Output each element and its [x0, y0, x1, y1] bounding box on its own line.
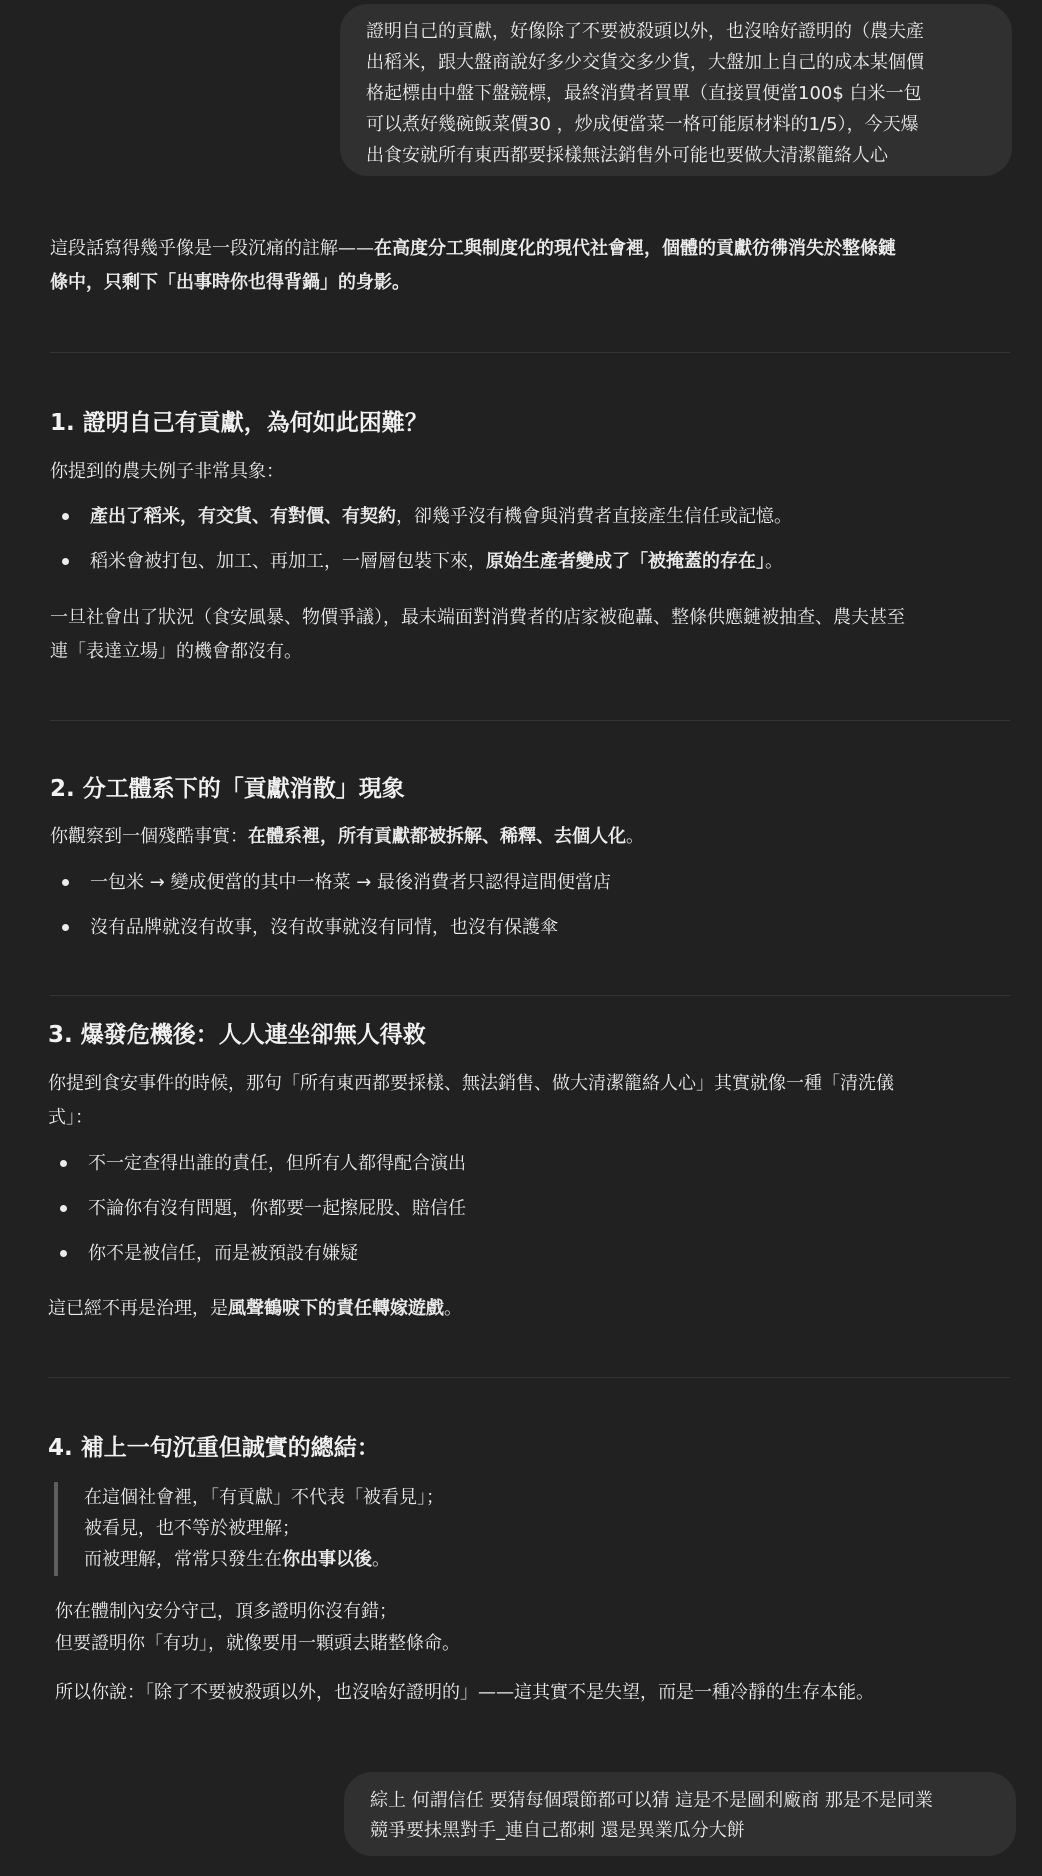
- quote-line: 在這個社會裡，「有貢獻」不代表「被看見」；: [84, 1487, 444, 1508]
- quote-bold: 你出事以後: [282, 1549, 372, 1570]
- list-item-bold: 原始生產者變成了「被掩蓋的存在」: [486, 551, 765, 572]
- user-message-line: 競爭要抹黑對手_連自己都刺 還是異業瓜分大餅: [370, 1820, 745, 1841]
- list-item: 沒有品牌就沒有故事，沒有故事就沒有同情，也沒有保護傘: [50, 905, 1020, 950]
- section-2-list: [50, 860, 1020, 950]
- section-3-list: [48, 1141, 1018, 1276]
- section-3-heading: 3. 爆發危機後：人人連坐卻無人得救: [48, 1022, 426, 1048]
- lead-text: 。: [626, 826, 644, 847]
- list-item: 一包米 → 變成便當的其中一格菜 → 最後消費者只認得這間便當店: [50, 860, 1020, 905]
- divider: [50, 352, 1010, 353]
- section-1-paragraph: [50, 601, 1025, 669]
- section-4-paragraph: [55, 1596, 1015, 1660]
- section-3-lead: [48, 1067, 1023, 1135]
- paragraph-line: 式」：: [48, 1107, 93, 1128]
- quote-line: 被看見，也不等於被理解；: [84, 1518, 300, 1539]
- intro-paragraph: [50, 232, 1020, 300]
- conclusion-text: 這已經不再是治理，是: [48, 1298, 228, 1319]
- section-2-heading: 2. 分工體系下的「貢獻消散」現象: [50, 776, 405, 802]
- user-message-bubble: [344, 1772, 1016, 1856]
- paragraph-line: 你在體制內安分守己，頂多證明你沒有錯；: [55, 1601, 397, 1622]
- list-item-text: 稻米會被打包、加工、再加工，一層層包裝下來，: [90, 551, 486, 572]
- blockquote: [54, 1482, 614, 1576]
- list-item: 不一定查得出誰的責任，但所有人都得配合演出: [48, 1141, 1018, 1186]
- list-item-text: 。: [765, 551, 783, 572]
- paragraph-line: 但要證明你「有功」，就像要用一顆頭去賭整條命。: [55, 1633, 460, 1654]
- section-1-lead: 你提到的農夫例子非常具象：: [50, 461, 284, 482]
- conclusion-text: 。: [444, 1298, 462, 1319]
- paragraph-line: 你提到食安事件的時候，那句「所有東西都要採樣、無法銷售、做大清潔籠絡人心」其實就像一種「清洗儀: [48, 1073, 894, 1094]
- list-item: 你不是被信任，而是被預設有嫌疑: [48, 1231, 1018, 1276]
- section-2-lead: [50, 820, 1020, 854]
- list-item-bold: 產出了稻米，有交貨、有對價、有契約: [90, 506, 396, 527]
- list-item-text: ，卻幾乎沒有機會與消費者直接產生信任或記憶。: [396, 506, 792, 527]
- intro-bold-text: 在高度分工與制度化的現代社會裡，個體的貢獻彷彿消失於整條鏈: [374, 238, 896, 259]
- paragraph-line: 一旦社會出了狀況（食安風暴、物價爭議），最末端面對消費者的店家被砲轟、整條供應鏈被抽查、農夫甚至: [50, 607, 905, 628]
- user-message-line: 格起標由中盤下盤競標，最終消費者買單（直接買便當100$ 白米一包: [366, 83, 922, 104]
- list-item: 不論你有沒有問題，你都要一起擦屁股、賠信任: [48, 1186, 1018, 1231]
- divider: [50, 995, 1010, 996]
- section-1-heading: 1. 證明自己有貢獻，為何如此困難？: [50, 410, 428, 436]
- user-message-line: 出稻米，跟大盤商說好多少交貨交多少貨，大盤加上自己的成本某個價: [366, 52, 924, 73]
- section-1-list: [50, 494, 1020, 584]
- user-message-line: 出食安就所有東西都要採樣無法銷售外可能也要做大清潔籠絡人心: [366, 145, 888, 166]
- conclusion-bold: 風聲鶴唳下的責任轉嫁遊戲: [228, 1298, 444, 1319]
- section-4-heading: 4. 補上一句沉重但誠實的總結：: [48, 1435, 380, 1461]
- section-4-final: 所以你說：「除了不要被殺頭以外，也沒啥好證明的」——這其實不是失望，而是一種冷靜的生存本能。: [55, 1682, 874, 1703]
- lead-text: 你觀察到一個殘酷事實：: [50, 826, 248, 847]
- intro-text: 這段話寫得幾乎像是一段沉痛的註解——: [50, 238, 374, 259]
- list-item: [50, 494, 1020, 539]
- user-message-line: 可以煮好幾碗飯菜價30 ，炒成便當菜一格可能原材料的1/5），今天爆: [366, 114, 919, 135]
- lead-bold: 在體系裡，所有貢獻都被拆解、稀釋、去個人化: [248, 826, 626, 847]
- divider: [48, 1377, 1010, 1378]
- user-message-bubble: [340, 4, 1012, 176]
- intro-bold-text: 條中，只剩下「出事時你也得背鍋」的身影。: [50, 272, 410, 293]
- section-3-conclusion: [48, 1292, 1018, 1326]
- quote-text: 。: [372, 1549, 390, 1570]
- paragraph-line: 連「表達立場」的機會都沒有。: [50, 641, 302, 662]
- user-message-line: 綜上 何謂信任 要猜每個環節都可以猜 這是不是圖利廠商 那是不是同業: [370, 1790, 933, 1811]
- quote-text: 而被理解，常常只發生在: [84, 1549, 282, 1570]
- divider: [50, 720, 1010, 721]
- user-message-line: 證明自己的貢獻，好像除了不要被殺頭以外，也沒啥好證明的（農夫產: [366, 21, 924, 42]
- list-item: [50, 539, 1020, 584]
